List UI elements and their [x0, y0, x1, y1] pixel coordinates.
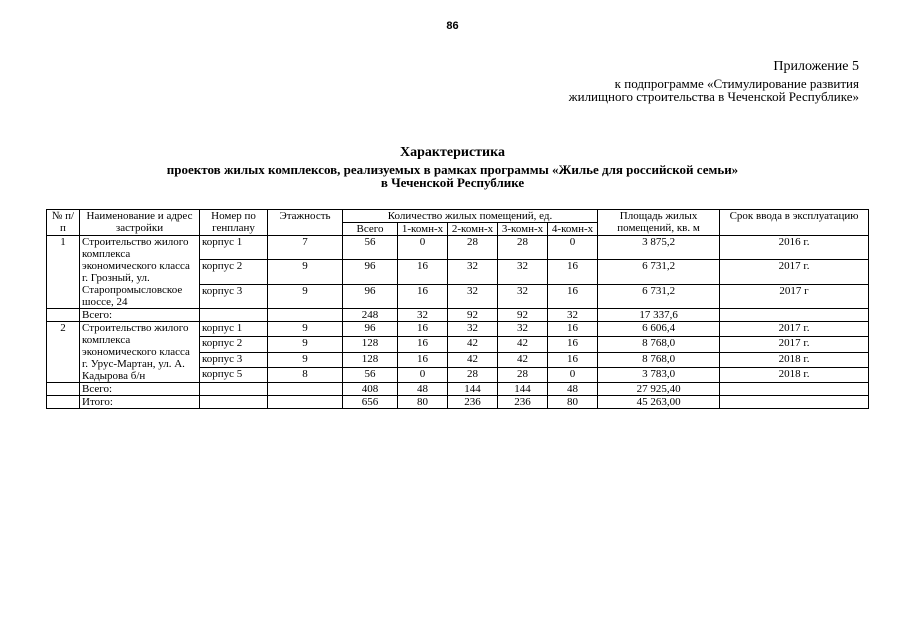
heading-main: Характеристика	[400, 145, 505, 160]
header-plan: Номер по генплану	[200, 210, 268, 236]
r3-cell: 32	[498, 322, 548, 337]
plan-cell: корпус 2	[200, 260, 268, 284]
r3-cell: 32	[498, 284, 548, 308]
r1-cell: 16	[398, 322, 448, 337]
empty-cell	[200, 396, 268, 409]
subtotal-label: Всего:	[80, 383, 200, 396]
r2-cell: 42	[448, 352, 498, 367]
r3-cell: 236	[498, 396, 548, 409]
r1-cell: 48	[398, 383, 448, 396]
empty-cell	[268, 396, 343, 409]
empty-cell	[47, 383, 80, 396]
r2-cell: 236	[448, 396, 498, 409]
table-row	[47, 322, 869, 337]
term-cell: 2016 г.	[720, 236, 869, 260]
term-cell: 2018 г.	[720, 352, 869, 367]
r4-cell: 16	[548, 322, 598, 337]
header-floors: Этажность	[268, 210, 343, 236]
header-row-1	[47, 210, 869, 223]
r1-cell: 16	[398, 352, 448, 367]
total-cell: 408	[343, 383, 398, 396]
header-name: Наименование и адрес застройки	[80, 210, 200, 236]
empty-cell	[268, 383, 343, 396]
header-area: Площадь жилых помещений, кв. м	[598, 210, 720, 236]
r3-cell: 28	[498, 367, 548, 382]
table-row	[47, 236, 869, 260]
r3-cell: 92	[498, 309, 548, 322]
area-cell: 8 768,0	[598, 352, 720, 367]
projects-table	[46, 209, 869, 409]
area-cell: 3 875,2	[598, 236, 720, 260]
heading-line-1: проектов жилых комплексов, реализуемых в рамках программы «Жилье для российской семьи»	[166, 162, 739, 177]
total-cell: 128	[343, 352, 398, 367]
heading-line-2: в Чеченской Республике	[380, 175, 525, 190]
r1-cell: 32	[398, 309, 448, 322]
appendix-block	[569, 60, 859, 103]
appendix-title: Приложение 5	[773, 59, 859, 74]
term-cell: 2018 г.	[720, 367, 869, 382]
subtotal-row	[47, 383, 869, 396]
total-cell: 128	[343, 337, 398, 352]
area-cell: 27 925,40	[598, 383, 720, 396]
term-cell: 2017 г.	[720, 322, 869, 337]
r2-cell: 32	[448, 322, 498, 337]
project-num: 1	[47, 236, 80, 309]
grand-total-label: Итого:	[80, 396, 200, 409]
r2-cell: 32	[448, 260, 498, 284]
project-name: Строительство жилого комплекса экономического класса г. Грозный, ул. Старопромысловское шоссе, 24	[80, 236, 200, 309]
header-r1: 1-комн-х	[398, 223, 448, 236]
plan-cell: корпус 2	[200, 337, 268, 352]
area-cell: 45 263,00	[598, 396, 720, 409]
floors-cell: 9	[268, 352, 343, 367]
r4-cell: 32	[548, 309, 598, 322]
total-cell: 96	[343, 260, 398, 284]
floors-cell: 9	[268, 284, 343, 308]
header-r2: 2-комн-х	[448, 223, 498, 236]
header-r3: 3-комн-х	[498, 223, 548, 236]
header-qty: Количество жилых помещений, ед.	[343, 210, 598, 223]
r4-cell: 0	[548, 367, 598, 382]
r4-cell: 0	[548, 236, 598, 260]
empty-cell	[200, 383, 268, 396]
r1-cell: 16	[398, 337, 448, 352]
floors-cell: 9	[268, 337, 343, 352]
header-term: Срок ввода в эксплуатацию	[720, 210, 869, 236]
project-name: Строительство жилого комплекса экономического класса г. Урус-Мартан, ул. А. Кадырова б/н	[80, 322, 200, 383]
floors-cell: 9	[268, 260, 343, 284]
floors-cell: 7	[268, 236, 343, 260]
appendix-line-2: жилищного строительства в Чеченской Республике»	[568, 89, 859, 104]
area-cell: 6 731,2	[598, 260, 720, 284]
r2-cell: 92	[448, 309, 498, 322]
appendix-line-1: к подпрограмме «Стимулирование развития	[614, 76, 859, 91]
r1-cell: 80	[398, 396, 448, 409]
total-cell: 96	[343, 284, 398, 308]
r3-cell: 144	[498, 383, 548, 396]
r3-cell: 42	[498, 352, 548, 367]
r4-cell: 16	[548, 337, 598, 352]
total-cell: 248	[343, 309, 398, 322]
subtotal-row	[47, 309, 869, 322]
r4-cell: 80	[548, 396, 598, 409]
floors-cell: 9	[268, 322, 343, 337]
r2-cell: 28	[448, 367, 498, 382]
empty-cell	[720, 396, 869, 409]
r3-cell: 28	[498, 236, 548, 260]
header-total: Всего	[343, 223, 398, 236]
subtotal-label: Всего:	[80, 309, 200, 322]
page-number: 86	[446, 20, 459, 32]
r2-cell: 32	[448, 284, 498, 308]
r1-cell: 16	[398, 284, 448, 308]
empty-cell	[720, 383, 869, 396]
grand-total-row	[47, 396, 869, 409]
r2-cell: 28	[448, 236, 498, 260]
r4-cell: 48	[548, 383, 598, 396]
term-cell: 2017 г	[720, 284, 869, 308]
total-cell: 656	[343, 396, 398, 409]
r4-cell: 16	[548, 284, 598, 308]
empty-cell	[268, 309, 343, 322]
plan-cell: корпус 5	[200, 367, 268, 382]
total-cell: 56	[343, 367, 398, 382]
r1-cell: 16	[398, 260, 448, 284]
plan-cell: корпус 3	[200, 352, 268, 367]
r3-cell: 32	[498, 260, 548, 284]
r3-cell: 42	[498, 337, 548, 352]
area-cell: 6 731,2	[598, 284, 720, 308]
r4-cell: 16	[548, 352, 598, 367]
r1-cell: 0	[398, 236, 448, 260]
project-num: 2	[47, 322, 80, 383]
header-num: № п/п	[47, 210, 80, 236]
r4-cell: 16	[548, 260, 598, 284]
document-heading	[0, 146, 905, 189]
empty-cell	[47, 396, 80, 409]
total-cell: 56	[343, 236, 398, 260]
r2-cell: 144	[448, 383, 498, 396]
empty-cell	[720, 309, 869, 322]
header-r4: 4-комн-х	[548, 223, 598, 236]
r1-cell: 0	[398, 367, 448, 382]
term-cell: 2017 г.	[720, 337, 869, 352]
area-cell: 8 768,0	[598, 337, 720, 352]
r2-cell: 42	[448, 337, 498, 352]
term-cell: 2017 г.	[720, 260, 869, 284]
plan-cell: корпус 1	[200, 236, 268, 260]
empty-cell	[47, 309, 80, 322]
plan-cell: корпус 3	[200, 284, 268, 308]
area-cell: 17 337,6	[598, 309, 720, 322]
plan-cell: корпус 1	[200, 322, 268, 337]
floors-cell: 8	[268, 367, 343, 382]
area-cell: 6 606,4	[598, 322, 720, 337]
total-cell: 96	[343, 322, 398, 337]
empty-cell	[200, 309, 268, 322]
area-cell: 3 783,0	[598, 367, 720, 382]
